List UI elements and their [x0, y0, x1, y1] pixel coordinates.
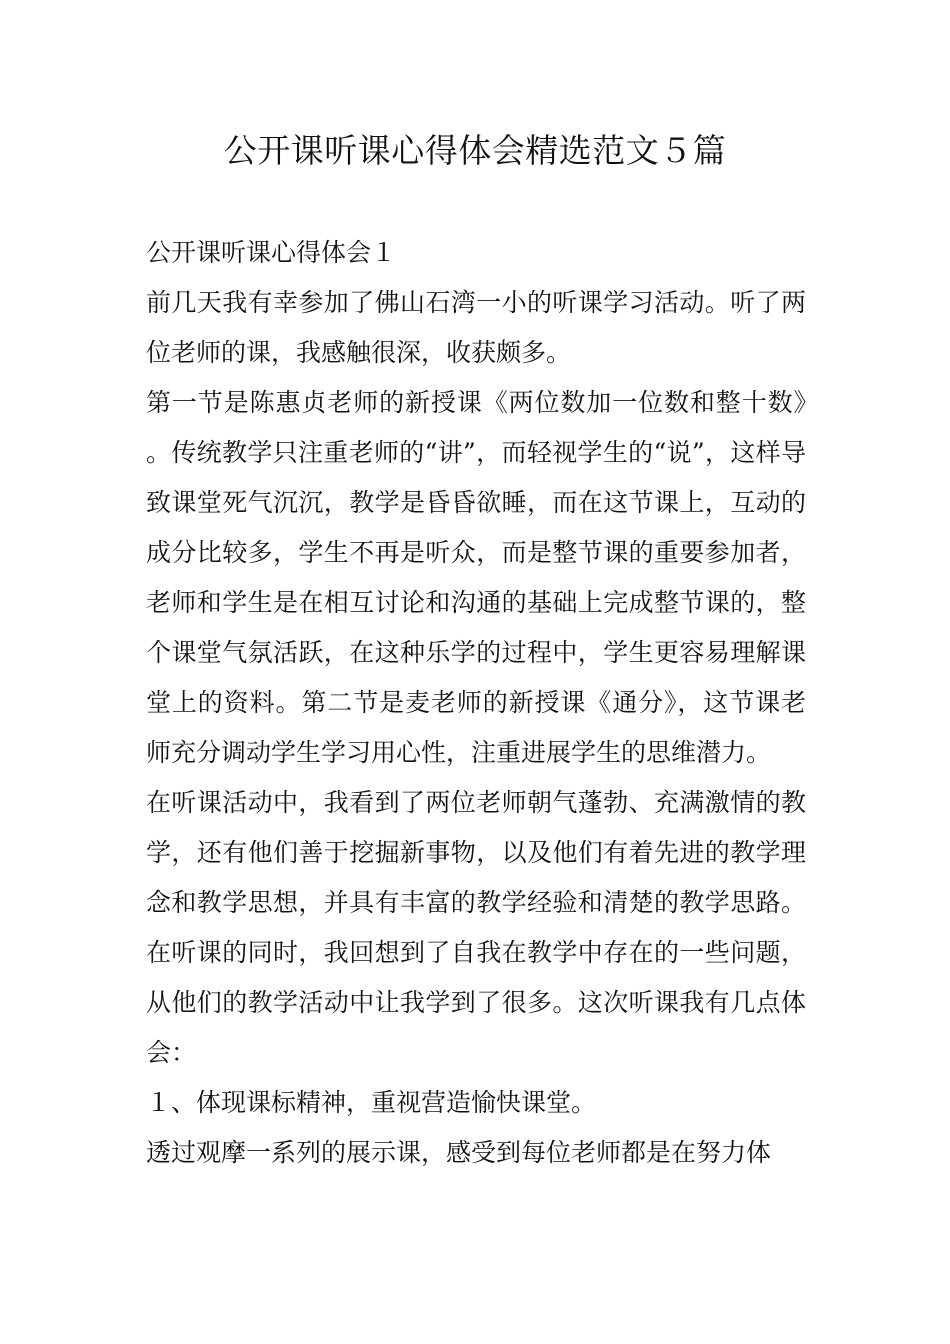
- paragraph: 第一节是陈惠贞老师的新授课《两位数加一位数和整十数》。传统教学只注重老师的“讲”，而轻视学生的“说”，这样导致课堂死气沉沉，教学是昏昏欲睡，而在这节课上，互动的成分比较多，学生不再是听众，而是整节课的重要参加者，老师和学生是在相互讨论和沟通的基础上完成整节课的，整个课堂气氛活跃，在这种乐学的过程中，学生更容易理解课堂上的资料。第二节是麦老师的新授课《通分》，这节课老师充分调动学生学习用心性，注重进展学生的思维潜力。: [146, 388, 806, 767]
- paragraph: 前几天我有幸参加了佛山石湾一小的听课学习活动。听了两位老师的课，我感触很深，收获颇多。: [146, 288, 806, 367]
- document-title: 公开课听课心得体会精选范文５篇: [223, 131, 727, 170]
- paragraph: 透过观摩一系列的展示课，感受到每位老师都是在努力体: [146, 1138, 772, 1167]
- numbered-point: １、体现课标精神，重视营造愉快课堂。: [146, 1088, 597, 1117]
- section-heading: 公开课听课心得体会１: [146, 238, 397, 267]
- document-body: [146, 228, 806, 1178]
- paragraph: 在听课活动中，我看到了两位老师朝气蓬勃、充满激情的教学，还有他们善于挖掘新事物，以及他们有着先进的教学理念和教学思想，并具有丰富的教学经验和清楚的教学思路。在听课的同时，我回想到了自我在教学中存在的一些问题，从他们的教学活动中让我学到了很多。这次听课我有几点体会：: [146, 788, 806, 1067]
